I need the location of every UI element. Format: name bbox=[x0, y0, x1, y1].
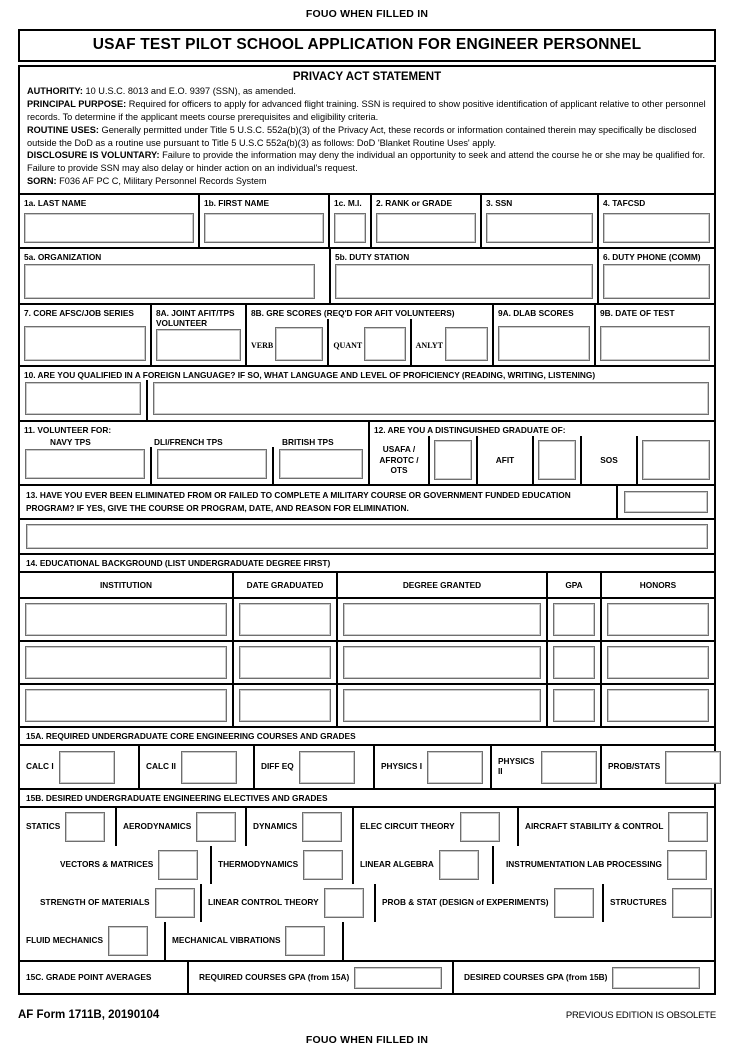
british-tps-input[interactable] bbox=[279, 449, 363, 479]
gre-verb-cell bbox=[247, 319, 327, 365]
edu3-gpa-input[interactable] bbox=[553, 689, 595, 722]
core-afsc-label: 7. CORE AFSC/JOB SERIES bbox=[24, 308, 134, 318]
q15a-label: 15A. REQUIRED UNDERGRADUATE CORE ENGINEERING COURSES AND GRADES bbox=[20, 726, 714, 744]
linear-control-label: LINEAR CONTROL THEORY bbox=[208, 897, 319, 908]
strength-materials-cell bbox=[20, 884, 200, 922]
electives-row-3 bbox=[20, 884, 714, 922]
elec-circuit-label: ELEC CIRCUIT THEORY bbox=[360, 821, 455, 832]
q10-detail-cell bbox=[146, 380, 714, 420]
required-gpa-label: REQUIRED COURSES GPA (from 15A) bbox=[199, 971, 350, 982]
mech-vibrations-grade-input[interactable] bbox=[285, 926, 325, 956]
section-volunteer-for bbox=[20, 422, 370, 484]
edu2-gpa-input[interactable] bbox=[553, 646, 595, 679]
prob-stat-doe-grade-input[interactable] bbox=[554, 888, 594, 918]
edu2-degree-cell bbox=[336, 642, 546, 683]
probstats-label: PROB/STATS bbox=[608, 761, 661, 772]
edu2-honors-input[interactable] bbox=[607, 646, 709, 679]
strength-materials-label: STRENGTH OF MATERIALS bbox=[40, 897, 150, 908]
structures-cell bbox=[602, 884, 715, 922]
fouo-header: FOUO WHEN FILLED IN bbox=[305, 8, 429, 20]
probstats-grade-input[interactable] bbox=[665, 751, 721, 784]
vectors-label: VECTORS & MATRICES bbox=[60, 859, 154, 870]
gre-subrow bbox=[247, 319, 492, 365]
statics-cell bbox=[20, 808, 115, 846]
edu3-institution-cell bbox=[20, 685, 232, 726]
q11-boxes bbox=[20, 447, 368, 484]
edu1-degree-cell bbox=[336, 599, 546, 640]
field-gre-scores bbox=[245, 305, 492, 365]
disclosure-label: DISCLOSURE IS VOLUNTARY: bbox=[27, 150, 160, 161]
edu3-gpa-cell bbox=[546, 685, 600, 726]
british-tps-label: BRITISH TPS bbox=[282, 436, 334, 447]
field-organization bbox=[20, 249, 329, 303]
privacy-routine bbox=[27, 124, 707, 150]
required-gpa-cell bbox=[187, 962, 452, 993]
desired-gpa-cell bbox=[452, 962, 714, 993]
dg-usafa-label: USAFA / AFROTC / OTS bbox=[379, 443, 419, 476]
gre-anlyt-label: ANLYT bbox=[415, 341, 443, 350]
aircraft-stability-grade-input[interactable] bbox=[668, 812, 708, 842]
edu3-date-input[interactable] bbox=[239, 689, 331, 722]
dli-french-tps-label: DLI/FRENCH TPS bbox=[154, 436, 223, 447]
q15c-label-cell bbox=[20, 962, 187, 993]
q10-yesno-cell bbox=[20, 380, 146, 420]
edu2-date-input[interactable] bbox=[239, 646, 331, 679]
thermodynamics-cell bbox=[210, 846, 352, 884]
physics1-grade-input[interactable] bbox=[427, 751, 483, 784]
authority-text: 10 U.S.C. 8013 and E.O. 9397 (SSN), as amended. bbox=[85, 86, 296, 96]
calc2-grade-input[interactable] bbox=[181, 751, 237, 784]
field-core-afsc bbox=[20, 305, 150, 365]
joint-afit-label: 8A. JOINT AFIT/TPS VOLUNTEER bbox=[156, 308, 235, 329]
prob-stat-doe-label: PROB & STAT (DESIGN of EXPERIMENTS) bbox=[382, 897, 549, 908]
structures-grade-input[interactable] bbox=[672, 888, 712, 918]
electives-row-2 bbox=[20, 846, 714, 884]
row-afsc-gre bbox=[20, 303, 714, 365]
q15c-label: 15C. GRADE POINT AVERAGES bbox=[26, 971, 152, 982]
last-name-label: 1a. LAST NAME bbox=[24, 198, 87, 208]
gre-anlyt-input[interactable] bbox=[445, 327, 488, 361]
edu1-date-cell bbox=[232, 599, 336, 640]
edu2-institution-input[interactable] bbox=[25, 646, 227, 679]
edu1-date-input[interactable] bbox=[239, 603, 331, 636]
tafcsd-input[interactable] bbox=[603, 213, 710, 243]
gre-scores-label: 8B. GRE SCORES (REQ'D FOR AFIT VOLUNTEERS) bbox=[251, 308, 455, 318]
edu2-honors-cell bbox=[600, 642, 714, 683]
gre-anlyt-cell bbox=[410, 319, 492, 365]
core-courses-row bbox=[20, 744, 714, 788]
core-afsc-input[interactable] bbox=[24, 326, 146, 361]
edu1-institution-input[interactable] bbox=[25, 603, 227, 636]
q13-label: 13. HAVE YOU EVER BEEN ELIMINATED FROM OR FAILED TO COMPLETE A MILITARY COURSE OR GOVERNMENT FUNDED EDUCATION PROGRAM? IF YES, GIVE THE COURSE OR PROGRAM, DATE, AND REASON FOR ELIMINATION. bbox=[20, 486, 618, 518]
structures-label: STRUCTURES bbox=[610, 897, 667, 908]
dg-afit-label: AFIT bbox=[476, 436, 532, 485]
dlab-label: 9A. DLAB SCORES bbox=[498, 308, 574, 318]
privacy-purpose bbox=[27, 98, 707, 124]
gre-quant-cell bbox=[327, 319, 409, 365]
authority-label: AUTHORITY: bbox=[27, 86, 83, 96]
edu2-degree-input[interactable] bbox=[343, 646, 541, 679]
q13-yesno-cell bbox=[618, 486, 714, 518]
physics2-grade-input[interactable] bbox=[541, 751, 597, 784]
edu2-institution-cell bbox=[20, 642, 232, 683]
electives-row-4 bbox=[20, 922, 714, 960]
sorn-text: F036 AF PC C, Military Personnel Records System bbox=[59, 176, 267, 187]
col-gpa: GPA bbox=[546, 573, 600, 597]
form-number: AF Form 1711B, 20190104 bbox=[18, 1009, 160, 1022]
probstats-cell bbox=[600, 746, 724, 788]
row-name-rank bbox=[20, 193, 714, 247]
calc2-label: CALC II bbox=[146, 761, 176, 772]
edu1-honors-cell bbox=[600, 599, 714, 640]
row-organization bbox=[20, 247, 714, 303]
linear-algebra-grade-input[interactable] bbox=[439, 850, 479, 880]
british-tps-cell bbox=[272, 447, 368, 484]
physics1-cell bbox=[373, 746, 490, 788]
electives-empty-cell bbox=[342, 922, 714, 960]
dli-french-tps-input[interactable] bbox=[157, 449, 267, 479]
disclosure-text: Failure to provide the information may deny the individual an opportunity to seek and attend the course he or she may be qualified for. Failure to provide SSN may also delay or hinder action on an individual's request. bbox=[27, 150, 706, 174]
edu3-degree-input[interactable] bbox=[343, 689, 541, 722]
ssn-label: 3. SSN bbox=[486, 198, 513, 208]
organization-label: 5a. ORGANIZATION bbox=[24, 252, 102, 262]
dlab-input[interactable] bbox=[498, 326, 590, 361]
routine-label: ROUTINE USES: bbox=[27, 124, 99, 135]
col-date-graduated: DATE GRADUATED bbox=[232, 573, 336, 597]
calc1-grade-input[interactable] bbox=[59, 751, 115, 784]
field-duty-station bbox=[329, 249, 597, 303]
joint-afit-input[interactable] bbox=[156, 329, 241, 361]
footer-row bbox=[18, 1009, 716, 1021]
privacy-authority bbox=[27, 85, 707, 98]
col-honors: HONORS bbox=[600, 573, 714, 597]
field-dlab bbox=[492, 305, 594, 365]
q12-cells bbox=[370, 436, 714, 485]
privacy-sorn bbox=[27, 175, 707, 188]
duty-phone-label: 6. DUTY PHONE (COMM) bbox=[603, 252, 701, 262]
calc1-label: CALC I bbox=[26, 761, 54, 772]
strength-materials-grade-input[interactable] bbox=[155, 888, 195, 918]
field-tafcsd bbox=[597, 195, 714, 247]
q12-label: 12. ARE YOU A DISTINGUISHED GRADUATE OF: bbox=[374, 425, 566, 436]
navy-tps-cell bbox=[20, 447, 150, 484]
q14-label: 14. EDUCATIONAL BACKGROUND (LIST UNDERGRADUATE DEGREE FIRST) bbox=[20, 553, 714, 571]
education-row-3 bbox=[20, 683, 714, 726]
gpa-row bbox=[20, 960, 714, 993]
q11-sublabels bbox=[20, 436, 368, 447]
section-eliminated bbox=[20, 484, 714, 553]
dg-sos-input[interactable] bbox=[642, 440, 710, 481]
first-name-label: 1b. FIRST NAME bbox=[204, 198, 269, 208]
thermodynamics-grade-input[interactable] bbox=[303, 850, 343, 880]
vectors-grade-input[interactable] bbox=[158, 850, 198, 880]
dli-french-tps-cell bbox=[150, 447, 272, 484]
edu1-gpa-input[interactable] bbox=[553, 603, 595, 636]
q10-inputs bbox=[20, 380, 714, 420]
dg-afit-input[interactable] bbox=[538, 440, 576, 481]
statics-grade-input[interactable] bbox=[65, 812, 105, 842]
gre-verb-input[interactable] bbox=[275, 327, 323, 361]
edu1-honors-input[interactable] bbox=[607, 603, 709, 636]
language-detail-input[interactable] bbox=[153, 382, 709, 415]
field-duty-phone bbox=[597, 249, 714, 303]
physics2-label: PHYSICS II bbox=[498, 756, 535, 777]
mech-vibrations-cell bbox=[164, 922, 342, 960]
desired-gpa-input[interactable] bbox=[612, 967, 700, 989]
edu3-degree-cell bbox=[336, 685, 546, 726]
first-name-input[interactable] bbox=[204, 213, 324, 243]
field-last-name bbox=[20, 195, 198, 247]
linear-algebra-cell bbox=[352, 846, 492, 884]
privacy-act-statement bbox=[20, 67, 714, 193]
sorn-label: SORN: bbox=[27, 176, 57, 187]
education-row-2 bbox=[20, 640, 714, 683]
field-ssn bbox=[480, 195, 597, 247]
physics1-label: PHYSICS I bbox=[381, 761, 423, 772]
col-institution: INSTITUTION bbox=[99, 580, 153, 591]
linear-control-cell bbox=[200, 884, 374, 922]
diffeq-cell bbox=[253, 746, 373, 788]
date-of-test-input[interactable] bbox=[600, 326, 710, 361]
edu3-date-cell bbox=[232, 685, 336, 726]
navy-tps-label: NAVY TPS bbox=[50, 436, 91, 447]
fouo-footer: FOUO WHEN FILLED IN bbox=[305, 1034, 429, 1047]
statics-label: STATICS bbox=[26, 821, 61, 832]
organization-input[interactable] bbox=[24, 264, 315, 299]
dynamics-label: DYNAMICS bbox=[253, 821, 298, 832]
instrumentation-cell bbox=[492, 846, 714, 884]
privacy-disclosure bbox=[27, 149, 707, 175]
field-rank bbox=[370, 195, 480, 247]
edu3-institution-input[interactable] bbox=[25, 689, 227, 722]
aerodynamics-label: AERODYNAMICS bbox=[123, 821, 192, 832]
education-header-row bbox=[20, 573, 714, 597]
dynamics-grade-input[interactable] bbox=[302, 812, 342, 842]
instrumentation-label: INSTRUMENTATION LAB PROCESSING bbox=[506, 859, 662, 870]
navy-tps-input[interactable] bbox=[25, 449, 145, 479]
dg-afit-cell bbox=[532, 436, 580, 485]
aircraft-stability-label: AIRCRAFT STABILITY & CONTROL bbox=[525, 821, 664, 832]
calc1-cell bbox=[20, 746, 138, 788]
instrumentation-grade-input[interactable] bbox=[667, 850, 707, 880]
section-distinguished-graduate bbox=[370, 422, 714, 484]
linear-control-grade-input[interactable] bbox=[324, 888, 364, 918]
form-body bbox=[18, 65, 716, 995]
form-title: USAF TEST PILOT SCHOOL APPLICATION FOR ENGINEER PERSONNEL bbox=[18, 29, 716, 62]
dg-sos-label: SOS bbox=[580, 436, 636, 485]
privacy-heading: PRIVACY ACT STATEMENT bbox=[292, 71, 442, 83]
purpose-label: PRINCIPAL PURPOSE: bbox=[27, 98, 127, 109]
q15b-label: 15B. DESIRED UNDERGRADUATE ENGINEERING ELECTIVES AND GRADES bbox=[20, 788, 714, 806]
education-row-1 bbox=[20, 597, 714, 640]
previous-edition-note: PREVIOUS EDITION IS OBSOLETE bbox=[565, 1010, 716, 1022]
edu2-date-cell bbox=[232, 642, 336, 683]
calc2-cell bbox=[138, 746, 253, 788]
field-first-name bbox=[198, 195, 328, 247]
fluid-mechanics-grade-input[interactable] bbox=[108, 926, 148, 956]
mech-vibrations-label: MECHANICAL VIBRATIONS bbox=[172, 935, 281, 946]
field-date-of-test bbox=[594, 305, 714, 365]
dg-usafa-cell bbox=[428, 436, 476, 485]
section-foreign-language bbox=[20, 365, 714, 420]
col-degree-granted: DEGREE GRANTED bbox=[336, 573, 546, 597]
q10-label: 10. ARE YOU QUALIFIED IN A FOREIGN LANGUAGE? IF SO, WHAT LANGUAGE AND LEVEL OF PROFICIENCY (READING, WRITING, LISTENING) bbox=[24, 370, 596, 380]
dynamics-cell bbox=[245, 808, 352, 846]
date-of-test-label: 9B. DATE OF TEST bbox=[600, 308, 675, 318]
physics2-cell bbox=[490, 746, 600, 788]
gre-quant-label: QUANT bbox=[333, 341, 363, 350]
prob-stat-doe-cell bbox=[374, 884, 602, 922]
electives-row-1 bbox=[20, 808, 714, 846]
edu3-honors-input[interactable] bbox=[607, 689, 709, 722]
aerodynamics-cell bbox=[115, 808, 245, 846]
diffeq-label: DIFF EQ bbox=[261, 761, 294, 772]
vectors-cell bbox=[20, 846, 210, 884]
education-table bbox=[20, 571, 714, 726]
rank-input[interactable] bbox=[376, 213, 476, 243]
dg-sos-cell bbox=[636, 436, 714, 485]
q13-answer-row bbox=[20, 518, 714, 553]
purpose-text: Required for officers to apply for advanced flight training. SSN is required to show positive identification of applicant relative to other personnel records. To determine if the applicant meets course prerequisites and eligibility criteria. bbox=[27, 98, 706, 122]
gre-verb-label: VERB bbox=[251, 341, 274, 350]
routine-text: Generally permitted under Title 5 U.S.C. 552a(b)(3) of the Privacy Act, these records or information contained therein may specifically be disclosed outside the DoD as a routine use pursuant to Title 5 U.S.C 552a(b)(3) as follows: DoD 'Blanket Routine Uses' apply. bbox=[27, 124, 697, 148]
q13-question-row bbox=[20, 486, 714, 518]
elec-circuit-cell bbox=[352, 808, 517, 846]
diffeq-grade-input[interactable] bbox=[299, 751, 355, 784]
gre-quant-input[interactable] bbox=[364, 327, 405, 361]
q11-label: 11. VOLUNTEER FOR: bbox=[24, 425, 112, 436]
aircraft-stability-cell bbox=[517, 808, 714, 846]
edu1-institution-cell bbox=[20, 599, 232, 640]
desired-gpa-label: DESIRED COURSES GPA (from 15B) bbox=[464, 971, 608, 982]
duty-phone-input[interactable] bbox=[603, 264, 710, 299]
mi-input[interactable] bbox=[334, 213, 366, 243]
tafcsd-label: 4. TAFCSD bbox=[603, 198, 646, 208]
aerodynamics-grade-input[interactable] bbox=[196, 812, 236, 842]
dg-usafa-input[interactable] bbox=[434, 440, 472, 481]
edu1-gpa-cell bbox=[546, 599, 600, 640]
fluid-mechanics-label: FLUID MECHANICS bbox=[26, 935, 103, 946]
rank-label: 2. RANK or GRADE bbox=[376, 198, 453, 208]
edu2-gpa-cell bbox=[546, 642, 600, 683]
edu1-degree-input[interactable] bbox=[343, 603, 541, 636]
eliminated-detail-input[interactable] bbox=[26, 524, 708, 549]
language-qualified-input[interactable] bbox=[25, 382, 141, 415]
required-gpa-input[interactable] bbox=[354, 967, 442, 989]
electives-rows bbox=[20, 806, 714, 960]
last-name-input[interactable] bbox=[24, 213, 194, 243]
edu3-honors-cell bbox=[600, 685, 714, 726]
thermodynamics-label: THERMODYNAMICS bbox=[218, 859, 299, 870]
linear-algebra-label: LINEAR ALGEBRA bbox=[360, 859, 434, 870]
mi-label: 1c. M.I. bbox=[334, 198, 362, 208]
duty-station-input[interactable] bbox=[335, 264, 593, 299]
eliminated-yn-input[interactable] bbox=[624, 491, 708, 513]
field-joint-afit bbox=[150, 305, 245, 365]
section-volunteer-dg bbox=[20, 420, 714, 484]
field-mi bbox=[328, 195, 370, 247]
duty-station-label: 5b. DUTY STATION bbox=[335, 252, 410, 262]
elec-circuit-grade-input[interactable] bbox=[460, 812, 500, 842]
fluid-mechanics-cell bbox=[20, 922, 164, 960]
ssn-input[interactable] bbox=[486, 213, 593, 243]
